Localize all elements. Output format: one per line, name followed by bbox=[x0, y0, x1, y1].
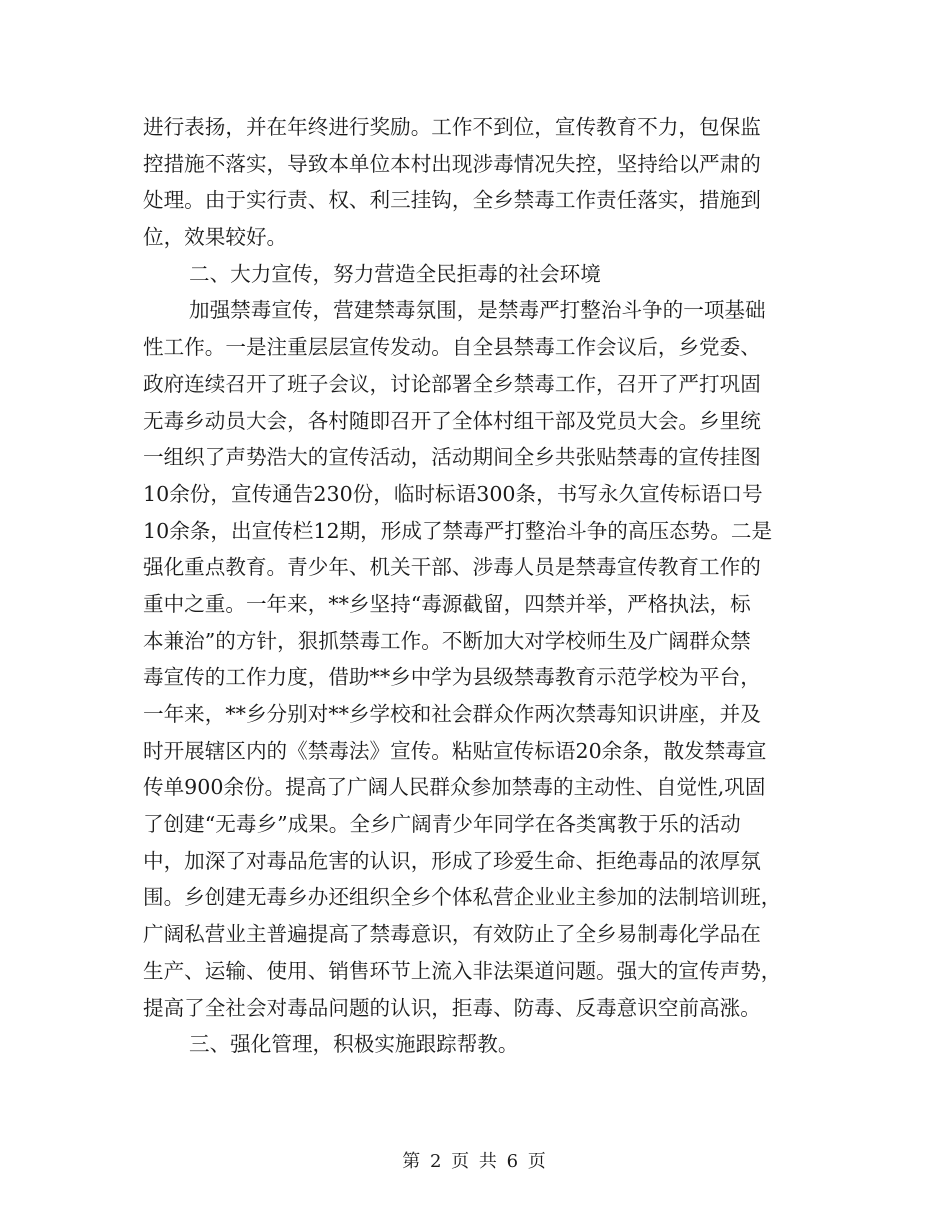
text-line: 广阔私营业主普遍提高了禁毒意识，有效防止了全乡易制毒化学品在 bbox=[143, 922, 761, 947]
text-line: 提高了全社会对毒品问题的认识，拒毒、防毒、反毒意识空前高涨。 bbox=[143, 995, 761, 1020]
text-line: 性工作。一是注重层层宣传发动。自全县禁毒工作会议后，乡党委、 bbox=[143, 335, 761, 360]
text-line: 一年来，**乡分别对**乡学校和社会群众作两次禁毒知识讲座，并及 bbox=[143, 702, 761, 726]
text-line: 毒宣传的工作力度，借助**乡中学为县级禁毒教育示范学校为平台， bbox=[143, 665, 761, 690]
text-line: 重中之重。一年来，**乡坚持“毒源截留，四禁并举，严格执法，标 bbox=[143, 591, 751, 616]
text-line: 政府连续召开了班子会议，讨论部署全乡禁毒工作，召开了严打巩固 bbox=[143, 371, 761, 396]
page-footer: 第 2 页 共 6 页 bbox=[402, 1151, 548, 1172]
text-line: 10余份，宣传通告230份，临时标语300条，书写永久宣传标语口号 bbox=[143, 481, 763, 506]
text-line: 进行表扬，并在年终进行奖励。工作不到位，宣传教育不力，包保监 bbox=[143, 115, 761, 139]
text-line: 无毒乡动员大会，各村随即召开了全体村组干部及党员大会。乡里统 bbox=[143, 408, 761, 433]
text-line: 时开展辖区内的《禁毒法》宣传。粘贴宣传标语20余条，散发禁毒宣 bbox=[143, 738, 767, 763]
text-line: 10余条，出宣传栏12期，形成了禁毒严打整治斗争的高压态势。二是 bbox=[143, 518, 773, 543]
text-line: 强化重点教育。青少年、机关干部、涉毒人员是禁毒宣传教育工作的 bbox=[143, 555, 761, 580]
text-line: 传单900余份。提高了广阔人民群众参加禁毒的主动性、自觉性,巩固 bbox=[143, 775, 766, 800]
document-body bbox=[143, 109, 807, 1063]
text-line: 生产、运输、使用、销售环节上流入非法渠道问题。强大的宣传声势， bbox=[143, 958, 782, 983]
section-heading: 二、大力宣传，努力营造全民拒毒的社会环境 bbox=[189, 261, 601, 286]
section-heading: 三、强化管理，积极实施跟踪帮教。 bbox=[189, 1032, 519, 1057]
text-line: 中，加深了对毒品危害的认识，形成了珍爱生命、拒绝毒品的浓厚氛 bbox=[143, 848, 761, 873]
text-line: 控措施不落实，导致本单位本村出现涉毒情况失控，坚持给以严肃的 bbox=[143, 151, 761, 176]
text-line: 本兼治”的方针，狠抓禁毒工作。不断加大对学校师生及广阔群众禁 bbox=[143, 628, 751, 653]
text-line: 一组织了声势浩大的宣传活动，活动期间全乡共张贴禁毒的宣传挂图 bbox=[143, 445, 761, 470]
text-line: 处理。由于实行责、权、利三挂钩，全乡禁毒工作责任落实，措施到 bbox=[143, 188, 761, 213]
text-line: 了创建“无毒乡”成果。全乡广阔青少年同学在各类寓教于乐的活动 bbox=[143, 812, 741, 837]
text-line: 位，效果较好。 bbox=[143, 225, 288, 250]
text-line: 围。乡创建无毒乡办还组织全乡个体私营企业业主参加的法制培训班， bbox=[143, 885, 782, 910]
text-line: 加强禁毒宣传，营建禁毒氛围，是禁毒严打整治斗争的一项基础 bbox=[189, 298, 766, 323]
